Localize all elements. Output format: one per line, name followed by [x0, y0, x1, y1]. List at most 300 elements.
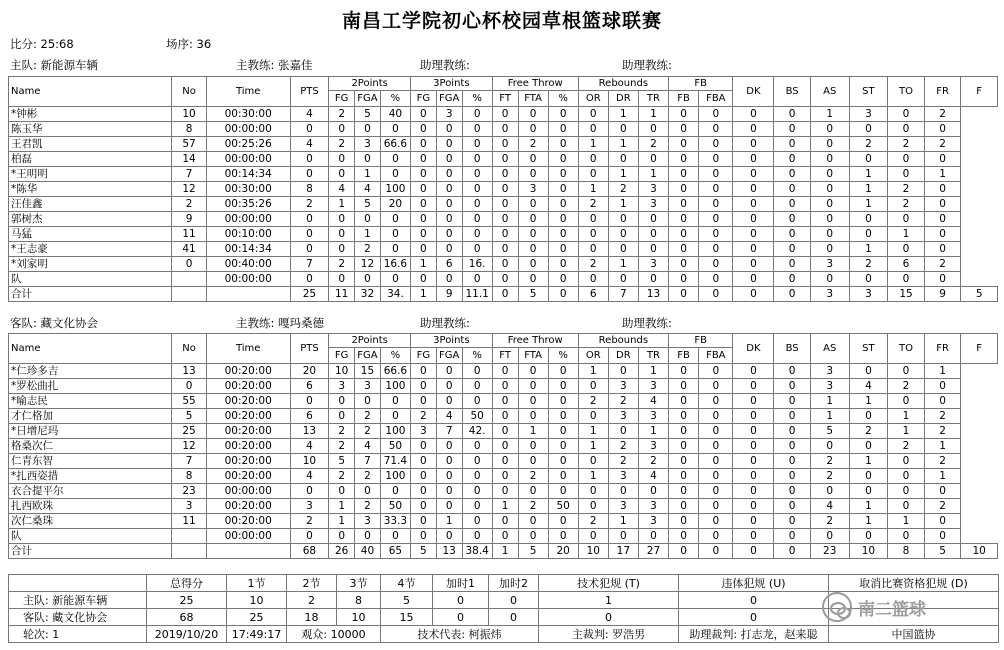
watermark [822, 592, 926, 622]
player-row [9, 182, 998, 197]
stat-cell: 20 [290, 364, 329, 379]
stat-cell: 2 [518, 469, 548, 484]
stat-cell: 0 [699, 137, 733, 152]
stat-cell: 0 [518, 107, 548, 122]
stat-cell: 3 [810, 257, 849, 272]
stat-cell: 0 [411, 167, 437, 182]
stat-cell: 0 [699, 242, 733, 257]
stat-cell: 0 [290, 167, 329, 182]
stat-cell: 0 [548, 454, 578, 469]
stat-cell: 0 [888, 484, 925, 499]
column-subheader: OR [578, 348, 608, 364]
stat-cell: 0 [924, 394, 961, 409]
stat-cell: 0 [849, 272, 888, 287]
stat-cell: 0 [578, 212, 608, 227]
stat-cell: 0 [548, 514, 578, 529]
stat-cell: 0 [699, 469, 733, 484]
player-name: 才仁格加 [9, 409, 172, 424]
stat-cell: 0 [888, 272, 925, 287]
column-header: PTS [290, 77, 329, 107]
stat-cell: 13 [290, 424, 329, 439]
stat-cell: 0 [436, 439, 462, 454]
stat-cell: 0 [355, 394, 381, 409]
stat-cell: 0 [329, 122, 355, 137]
column-header: No [172, 77, 206, 107]
player-name: *刘家明 [9, 257, 172, 272]
stat-cell: 3 [810, 364, 849, 379]
stat-cell: 0 [733, 439, 774, 454]
stat-cell: 2 [608, 182, 638, 197]
stat-cell: 0 [492, 409, 518, 424]
stat-cell: 2 [578, 257, 608, 272]
stat-cell: 0 [924, 529, 961, 544]
stat-cell: 2 [888, 137, 925, 152]
stat-cell: 0 [411, 227, 437, 242]
player-name: *陈华 [9, 182, 172, 197]
stat-cell: 0 [462, 514, 492, 529]
stat-cell: 00:00:00 [206, 152, 290, 167]
column-group-header: Rebounds [578, 77, 668, 91]
stat-cell: 0 [492, 107, 518, 122]
stat-cell: 00:25:26 [206, 137, 290, 152]
stat-cell: 1 [578, 137, 608, 152]
player-name: 次仁桑珠 [9, 514, 172, 529]
stat-cell: 0 [492, 137, 518, 152]
stat-cell: 00:00:00 [206, 122, 290, 137]
stat-cell: 0 [518, 197, 548, 212]
stat-cell: 8 [172, 122, 206, 137]
summary-blank-cell [9, 575, 147, 592]
summary-cell: 0 [489, 609, 539, 626]
stat-cell: 2 [810, 454, 849, 469]
stat-cell: 00:20:00 [206, 439, 290, 454]
stat-cell: 0 [329, 242, 355, 257]
stat-cell: 0 [462, 122, 492, 137]
stat-cell: 0 [774, 409, 811, 424]
stat-cell: 6 [888, 257, 925, 272]
stat-cell: 0 [733, 122, 774, 137]
stat-cell: 0 [849, 484, 888, 499]
stat-cell: 3 [436, 107, 462, 122]
stat-cell: 0 [888, 212, 925, 227]
stat-cell: 0 [411, 439, 437, 454]
column-subheader: FG [329, 91, 355, 107]
stat-cell: 0 [810, 529, 849, 544]
stat-cell: 0 [411, 182, 437, 197]
stat-cell: 2 [924, 107, 961, 122]
stat-cell: 0 [810, 197, 849, 212]
stat-cell: 2 [924, 137, 961, 152]
stat-cell: 0 [849, 152, 888, 167]
stat-cell: 00:20:00 [206, 469, 290, 484]
total-cell: 5 [924, 544, 961, 559]
stat-cell: 1 [578, 364, 608, 379]
summary-cell: 0 [433, 592, 489, 609]
stat-cell: 2 [329, 137, 355, 152]
stat-cell: 2 [608, 454, 638, 469]
stat-cell: 0 [638, 227, 668, 242]
total-cell: 6 [578, 287, 608, 302]
stat-cell: 2 [518, 137, 548, 152]
stat-cell: 40 [380, 107, 410, 122]
stat-cell: 0 [608, 529, 638, 544]
stat-cell: 33.3 [380, 514, 410, 529]
stat-cell: 0 [548, 529, 578, 544]
total-cell: 0 [733, 287, 774, 302]
stat-cell: 10 [329, 364, 355, 379]
stat-cell: 0 [578, 167, 608, 182]
stat-cell: 0 [411, 242, 437, 257]
stat-cell: 0 [462, 167, 492, 182]
stat-cell: 0 [492, 469, 518, 484]
total-cell: 11.1 [462, 287, 492, 302]
stat-cell: 0 [733, 379, 774, 394]
stat-cell: 0 [380, 242, 410, 257]
stat-cell: 0 [774, 122, 811, 137]
player-name: 仁青东智 [9, 454, 172, 469]
stat-cell: 0 [411, 137, 437, 152]
stat-cell: 6 [290, 379, 329, 394]
total-cell: 1 [492, 544, 518, 559]
stat-cell: 0 [888, 394, 925, 409]
total-label: 合计 [9, 544, 172, 559]
column-subheader: FG [411, 91, 437, 107]
stat-cell: 2 [888, 182, 925, 197]
stat-cell: 0 [774, 272, 811, 287]
stat-cell: 0 [849, 364, 888, 379]
player-row [9, 272, 998, 287]
stat-cell: 1 [849, 394, 888, 409]
round-label: 轮次: 1 [9, 626, 147, 643]
stat-cell: 0 [411, 484, 437, 499]
stat-cell: 0 [669, 257, 699, 272]
stat-cell: 0 [411, 107, 437, 122]
stat-cell: 8 [172, 469, 206, 484]
total-cell: 0 [774, 287, 811, 302]
stat-cell: 57 [172, 137, 206, 152]
stat-cell: 1 [924, 364, 961, 379]
stat-cell: 0 [518, 454, 548, 469]
player-name: 格桑次仁 [9, 439, 172, 454]
stat-cell: 0 [411, 122, 437, 137]
column-header: FR [924, 334, 961, 364]
stat-cell: 0 [518, 152, 548, 167]
stat-cell: 0 [290, 212, 329, 227]
total-cell: 1 [411, 287, 437, 302]
stat-cell: 00:00:00 [206, 272, 290, 287]
stat-cell: 2 [355, 424, 381, 439]
column-subheader: FG [329, 348, 355, 364]
stat-cell [172, 272, 206, 287]
stat-cell: 1 [638, 167, 668, 182]
stat-cell: 0 [492, 197, 518, 212]
column-subheader: FB [669, 91, 699, 107]
stat-cell: 1 [411, 257, 437, 272]
home-team-label: 主队: 新能源车辆 [10, 58, 99, 72]
stat-cell: 0 [290, 227, 329, 242]
stat-cell: 0 [849, 212, 888, 227]
column-subheader: FBA [699, 348, 733, 364]
stat-cell: 2 [411, 409, 437, 424]
stat-cell: 0 [462, 152, 492, 167]
stat-cell: 0 [518, 439, 548, 454]
column-subheader: % [462, 91, 492, 107]
stat-cell: 0 [638, 484, 668, 499]
home-assistant-label: 助理教练: [420, 58, 470, 72]
stat-cell: 0 [669, 212, 699, 227]
column-header: Time [206, 77, 290, 107]
column-group-header: 2Points [329, 77, 411, 91]
stat-cell: 0 [733, 454, 774, 469]
stat-cell: 2 [924, 454, 961, 469]
stat-cell: 0 [436, 364, 462, 379]
total-cell: 34. [380, 287, 410, 302]
column-header: F [961, 334, 998, 364]
stat-cell: 0 [548, 257, 578, 272]
stat-cell: 0 [733, 364, 774, 379]
stat-cell: 1 [608, 514, 638, 529]
stat-cell: 0 [411, 379, 437, 394]
stat-cell: 0 [924, 182, 961, 197]
stat-cell: 0 [380, 272, 410, 287]
column-subheader: % [380, 91, 410, 107]
stat-cell: 0 [492, 439, 518, 454]
summary-cell: 18 [287, 609, 337, 626]
total-cell: 26 [329, 544, 355, 559]
stat-cell: 3 [608, 409, 638, 424]
stat-cell: 100 [380, 182, 410, 197]
stat-cell: 2 [172, 197, 206, 212]
stat-cell: 3 [355, 514, 381, 529]
home-box-score-table [8, 76, 998, 302]
stat-cell: 0 [329, 167, 355, 182]
column-header: AS [810, 77, 849, 107]
stat-cell: 2 [290, 514, 329, 529]
summary-cell: 10 [337, 609, 381, 626]
stat-cell: 0 [329, 529, 355, 544]
stat-cell: 0 [810, 439, 849, 454]
total-cell: 0 [669, 287, 699, 302]
total-cell: 11 [329, 287, 355, 302]
stat-cell: 4 [290, 439, 329, 454]
stat-cell: 8 [290, 182, 329, 197]
stat-cell: 0 [462, 272, 492, 287]
stat-cell: 0 [849, 529, 888, 544]
stat-cell: 0 [733, 424, 774, 439]
stat-cell: 0 [699, 182, 733, 197]
stat-cell: 0 [548, 122, 578, 137]
stat-cell: 2 [329, 257, 355, 272]
stat-cell: 0 [608, 242, 638, 257]
stat-cell: 3 [411, 424, 437, 439]
stat-cell: 1 [608, 197, 638, 212]
player-row [9, 257, 998, 272]
player-row [9, 242, 998, 257]
stat-cell: 0 [380, 227, 410, 242]
stat-cell: 4 [638, 394, 668, 409]
column-subheader: FG [411, 348, 437, 364]
stat-cell: 0 [638, 529, 668, 544]
summary-cell: 主队: 新能源车辆 [9, 592, 147, 609]
wechat-icon [822, 592, 852, 622]
stat-cell: 1 [849, 242, 888, 257]
stat-cell: 0 [849, 469, 888, 484]
stat-cell: 0 [436, 167, 462, 182]
total-cell: 0 [669, 544, 699, 559]
stat-cell: 0 [774, 212, 811, 227]
stat-cell: 0 [774, 499, 811, 514]
stat-cell: 0 [411, 212, 437, 227]
stat-cell: 23 [172, 484, 206, 499]
away-assistant-label: 助理教练: [420, 316, 470, 330]
game-number-label: 场序: 36 [166, 37, 212, 51]
stat-cell: 3 [355, 137, 381, 152]
total-cell [172, 544, 206, 559]
player-row [9, 394, 998, 409]
stat-cell: 0 [669, 272, 699, 287]
stat-cell: 0 [518, 379, 548, 394]
stat-cell: 0 [699, 379, 733, 394]
stat-cell: 0 [578, 122, 608, 137]
stat-cell: 0 [774, 257, 811, 272]
stat-cell: 0 [888, 529, 925, 544]
stat-cell: 0 [733, 394, 774, 409]
stat-cell: 100 [380, 424, 410, 439]
total-cell: 17 [608, 544, 638, 559]
stat-cell: 0 [290, 122, 329, 137]
stat-cell: 55 [172, 394, 206, 409]
stat-cell: 20 [380, 197, 410, 212]
stat-cell: 0 [290, 272, 329, 287]
summary-cell: 客队: 藏文化协会 [9, 609, 147, 626]
stat-cell: 0 [411, 394, 437, 409]
stat-cell: 2 [608, 439, 638, 454]
column-group-header: 3Points [411, 77, 493, 91]
stat-cell: 2 [329, 469, 355, 484]
stat-cell: 1 [849, 167, 888, 182]
total-cell: 15 [888, 287, 925, 302]
stat-cell: 0 [608, 227, 638, 242]
stat-cell: 0 [608, 272, 638, 287]
stat-cell: 0 [380, 394, 410, 409]
stat-cell: 1 [924, 439, 961, 454]
stat-cell: 0 [924, 514, 961, 529]
total-label: 合计 [9, 287, 172, 302]
stat-cell: 0 [329, 394, 355, 409]
stat-cell: 1 [608, 137, 638, 152]
stat-cell: 0 [436, 469, 462, 484]
stat-cell: 4 [290, 469, 329, 484]
stat-cell: 1 [638, 107, 668, 122]
away-assistant-label-2: 助理教练: [622, 316, 672, 330]
column-header: TO [888, 334, 925, 364]
stat-cell: 0 [380, 529, 410, 544]
stat-cell: 6 [436, 257, 462, 272]
stat-cell: 50 [462, 409, 492, 424]
stat-cell: 1 [329, 499, 355, 514]
home-assistant-label-2: 助理教练: [622, 58, 672, 72]
stat-cell: 0 [810, 272, 849, 287]
stat-cell: 0 [669, 529, 699, 544]
stat-cell: 0 [329, 409, 355, 424]
stat-cell: 66.6 [380, 137, 410, 152]
stat-cell: 0 [924, 272, 961, 287]
stat-cell: 0 [638, 152, 668, 167]
column-subheader: FGA [355, 348, 381, 364]
column-header: ST [849, 334, 888, 364]
stat-cell: 0 [669, 107, 699, 122]
stat-cell: 0 [462, 227, 492, 242]
stat-cell: 0 [578, 499, 608, 514]
player-name: *喻志民 [9, 394, 172, 409]
stat-cell: 0 [436, 499, 462, 514]
stat-cell: 0 [774, 454, 811, 469]
stat-cell: 0 [355, 212, 381, 227]
stat-cell: 0 [548, 212, 578, 227]
stat-cell: 3 [608, 469, 638, 484]
stat-cell: 7 [290, 257, 329, 272]
stat-cell: 100 [380, 469, 410, 484]
column-group-header: 3Points [411, 334, 493, 348]
player-row [9, 439, 998, 454]
stat-cell: 0 [699, 227, 733, 242]
stat-cell: 00:00:00 [206, 484, 290, 499]
stat-cell: 0 [436, 379, 462, 394]
total-cell: 0 [699, 287, 733, 302]
stat-cell: 0 [699, 197, 733, 212]
stat-cell: 0 [462, 242, 492, 257]
stat-cell: 0 [436, 454, 462, 469]
stat-cell: 0 [924, 122, 961, 137]
stat-cell: 0 [810, 122, 849, 137]
column-subheader: TR [638, 348, 668, 364]
total-cell [206, 287, 290, 302]
stat-cell: 0 [329, 212, 355, 227]
column-header: FR [924, 77, 961, 107]
stat-cell: 0 [888, 242, 925, 257]
stat-cell: 0 [492, 167, 518, 182]
stat-cell: 2 [924, 424, 961, 439]
stat-cell: 0 [578, 529, 608, 544]
stat-cell: 0 [774, 364, 811, 379]
stat-cell: 0 [436, 137, 462, 152]
stat-cell: 2 [329, 107, 355, 122]
player-row [9, 454, 998, 469]
stat-cell: 1 [608, 257, 638, 272]
player-name: *仁珍多吉 [9, 364, 172, 379]
stat-cell: 2 [608, 394, 638, 409]
stat-cell: 0 [548, 272, 578, 287]
stat-cell: 0 [924, 484, 961, 499]
stat-cell: 2 [888, 197, 925, 212]
stat-cell: 00:40:00 [206, 257, 290, 272]
summary-header: 2节 [287, 575, 337, 592]
stat-cell: 0 [380, 122, 410, 137]
summary-cell: 0 [433, 609, 489, 626]
total-cell: 13 [436, 544, 462, 559]
stat-cell: 0 [608, 364, 638, 379]
stat-cell: 00:00:00 [206, 212, 290, 227]
stat-cell: 0 [699, 364, 733, 379]
stat-cell: 0 [888, 167, 925, 182]
player-name: 汪佳鑫 [9, 197, 172, 212]
column-subheader: FBA [699, 91, 733, 107]
stat-cell: 0 [492, 122, 518, 137]
stat-cell: 0 [436, 122, 462, 137]
column-header: ST [849, 77, 888, 107]
stat-cell: 0 [411, 514, 437, 529]
player-name: *扎西姿措 [9, 469, 172, 484]
